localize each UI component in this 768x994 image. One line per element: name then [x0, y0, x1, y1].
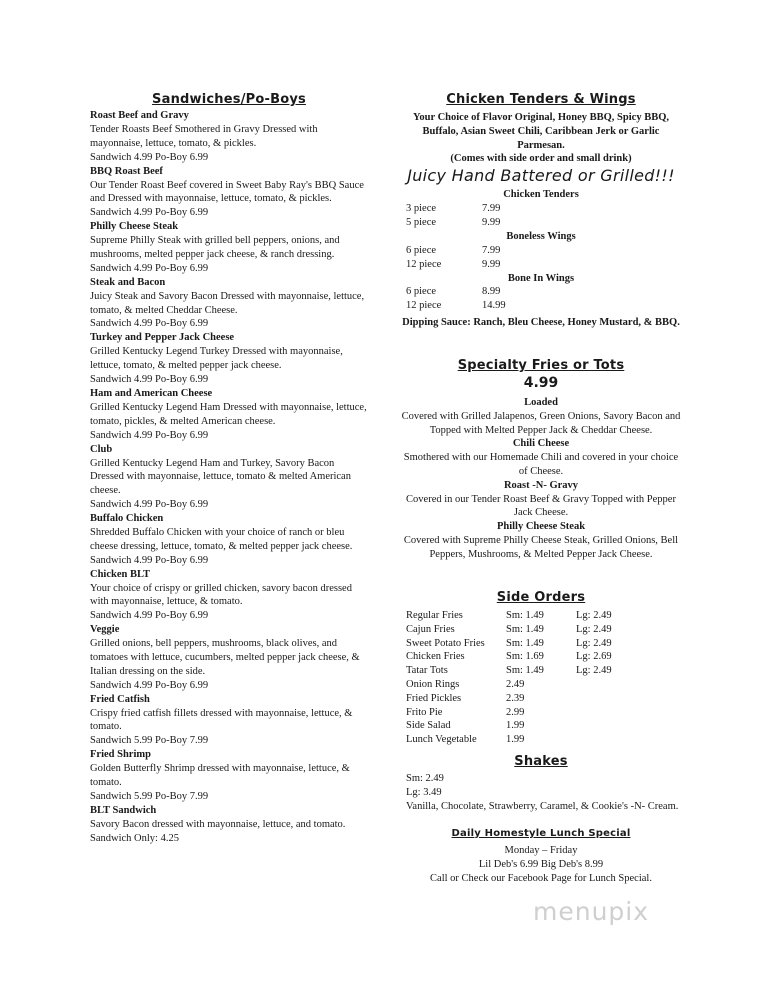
sandwich-item [90, 387, 368, 443]
tender-group-title: Bone In Wings [507, 272, 575, 284]
tender-qty: 12 piece [406, 258, 442, 270]
sandwich-description: Juicy Steak and Savory Bacon Dressed with mayonnaise, lettuce, tomato, & melted Cheddar Cheese. [90, 290, 365, 316]
lunch-call: Call or Check our Facebook Page for Lunch Special. [430, 873, 652, 884]
sandwich-list [90, 109, 368, 846]
side-name: Chicken Fries [406, 651, 465, 663]
fries-item-description: Covered with Grilled Jalapenos, Green Onions, Savory Bacon and Topped with Melted Pepper Jack & Cheddar Cheese. [401, 410, 681, 436]
sandwich-description: Savory Bacon dressed with mayonnaise, lettuce, and tomato. [90, 818, 346, 830]
sandwich-price: Sandwich 4.99 Po-Boy 6.99 [90, 151, 209, 163]
fries-item-description: Smothered with our Homemade Chili and covered in your choice of Cheese. [403, 452, 679, 477]
sandwich-name: Fried Shrimp [90, 749, 151, 761]
side-sm-price: Sm: 1.49 [506, 610, 544, 621]
shakes-flavors: Vanilla, Chocolate, Strawberry, Caramel, & Cookie's -N- Cream. [406, 801, 679, 812]
sandwich-description: Grilled Kentucky Legend Turkey Dressed with mayonnaise, lettuce, tomato, & melted pepper jack cheese. [90, 346, 343, 372]
fries-item-name: Loaded [524, 397, 558, 408]
side-sm-price: Sm: 1.49 [506, 637, 544, 649]
sandwich-price: Sandwich 4.99 Po-Boy 6.99 [90, 610, 209, 622]
fries-item-name: Chili Cheese [512, 438, 570, 450]
shakes-heading: Shakes [514, 754, 568, 769]
fries-item-description: Covered in our Tender Roast Beef & Gravy Topped with Pepper Jack Cheese. [406, 493, 676, 519]
sandwich-item [90, 623, 368, 692]
sandwich-name: Steak and Bacon [90, 276, 166, 288]
sandwich-price: Sandwich 4.99 Po-Boy 6.99 [90, 318, 209, 330]
lunch-heading: Daily Homestyle Lunch Special [451, 828, 631, 839]
sandwich-name: Turkey and Pepper Jack Cheese [90, 332, 235, 344]
side-sm-price: Sm: 1.49 [506, 665, 544, 677]
tender-price: 8.99 [482, 286, 501, 298]
side-name: Lunch Vegetable [406, 734, 477, 746]
sandwich-name: Chicken BLT [90, 568, 151, 580]
side-sm-price: 1.99 [506, 734, 525, 746]
sandwich-price: Sandwich 4.99 Po-Boy 6.99 [90, 262, 209, 274]
tender-price-row [406, 299, 682, 313]
sandwich-item [90, 276, 368, 332]
sandwich-price: Sandwich 4.99 Po-Boy 6.99 [90, 207, 209, 219]
fries-heading: Specialty Fries or Tots [457, 358, 625, 373]
sandwich-description: Your choice of crispy or grilled chicken, savory bacon dressed with mayonnaise, lettuce, & tomato. [90, 582, 352, 608]
tender-price-row [406, 285, 682, 299]
sandwich-name: Club [90, 443, 113, 455]
sandwich-item [90, 331, 368, 387]
fries-item-description: Covered with Supreme Philly Cheese Steak, Grilled Onions, Bell Peppers, Mushrooms, & Melted Pepper Jack Cheese. [403, 534, 679, 560]
tender-price-row [406, 216, 682, 230]
fries-price: 4.99 [523, 375, 559, 391]
sandwich-name: Veggie [90, 624, 120, 636]
tender-price: 7.99 [482, 202, 501, 214]
tender-group-title: Chicken Tenders [503, 189, 579, 200]
side-lg-price: Lg: 2.49 [576, 637, 612, 649]
side-order-row [406, 692, 682, 706]
tenders-intro: Your Choice of Flavor Original, Honey BBQ, Spicy BBQ, Buffalo, Asian Sweet Chili, Caribbean Jerk or Garlic Parmesan. [412, 112, 669, 151]
tender-qty: 6 piece [406, 244, 437, 256]
sandwich-name: Buffalo Chicken [90, 512, 164, 524]
tenders-heading: Chicken Tenders & Wings [446, 92, 636, 107]
tenders-script-tagline: Juicy Hand Battered or Grilled!!! [407, 166, 675, 185]
sandwich-item [90, 748, 368, 804]
sandwich-name: Ham and American Cheese [90, 387, 213, 399]
dipping-sauce: Dipping Sauce: Ranch, Bleu Cheese, Honey Mustard, & BBQ. [402, 317, 680, 328]
side-name: Regular Fries [406, 610, 463, 621]
side-name: Frito Pie [406, 706, 443, 718]
side-order-row [406, 650, 682, 664]
sandwich-description: Grilled Kentucky Legend Ham and Turkey, Savory Bacon Dressed with mayonnaise, lettuce, tomato & melted American cheese. [90, 457, 351, 497]
tenders-note: (Comes with side order and small drink) [450, 153, 632, 164]
sandwich-item [90, 568, 368, 624]
sides-table [406, 609, 682, 747]
sandwiches-heading: Sandwiches/Po-Boys [152, 92, 306, 107]
shakes-sm-price: Sm: 2.49 [406, 773, 444, 784]
tender-price: 9.99 [482, 216, 501, 228]
sandwich-item [90, 165, 368, 221]
sandwich-price: Sandwich 5.99 Po-Boy 7.99 [90, 735, 209, 747]
side-sm-price: Sm: 1.69 [506, 651, 544, 663]
side-lg-price: Lg: 2.49 [576, 623, 612, 635]
sandwich-price: Sandwich Only: 4.25 [90, 832, 179, 844]
sides-heading: Side Orders [496, 590, 586, 605]
side-sm-price: 2.99 [506, 706, 525, 718]
side-lg-price: Lg: 2.69 [576, 651, 612, 663]
sandwich-name: Roast Beef and Gravy [90, 110, 189, 121]
sandwich-item [90, 512, 368, 568]
side-order-row [406, 719, 682, 733]
side-lg-price: Lg: 2.49 [576, 610, 612, 621]
side-lg-price: Lg: 2.49 [576, 665, 612, 677]
tender-price: 14.99 [482, 300, 506, 312]
sandwich-name: BLT Sandwich [90, 804, 157, 816]
sandwich-item [90, 109, 368, 165]
sandwich-name: BBQ Roast Beef [90, 165, 163, 177]
fries-item-name: Roast -N- Gravy [503, 479, 579, 491]
sandwich-description: Shredded Buffalo Chicken with your choice of ranch or bleu cheese dressing, lettuce, tomato, & melted pepper jack cheese. [90, 526, 353, 552]
sandwich-description: Crispy fried catfish fillets dressed with mayonnaise, lettuce, & tomato. [90, 707, 353, 733]
side-name: Tatar Tots [406, 665, 448, 677]
tender-price-row [406, 258, 682, 272]
side-sm-price: 2.39 [506, 692, 525, 704]
sandwich-item [90, 693, 368, 749]
sandwich-item [90, 220, 368, 276]
side-order-row [406, 609, 682, 623]
sandwich-price: Sandwich 5.99 Po-Boy 7.99 [90, 790, 209, 802]
tender-price: 7.99 [482, 244, 501, 256]
side-name: Sweet Potato Fries [406, 637, 485, 649]
tender-groups [406, 188, 682, 313]
tender-price-row [406, 202, 682, 216]
tender-qty: 5 piece [406, 216, 437, 228]
sandwich-price: Sandwich 4.99 Po-Boy 6.99 [90, 554, 209, 566]
side-name: Fried Pickles [406, 692, 462, 704]
sandwich-item [90, 443, 368, 512]
lunch-prices: Lil Deb's 6.99 Big Deb's 8.99 [478, 859, 604, 870]
sandwich-name: Philly Cheese Steak [90, 221, 179, 233]
tender-price-row [406, 244, 682, 258]
side-sm-price: Sm: 1.49 [506, 623, 544, 635]
sandwich-name: Fried Catfish [90, 693, 150, 705]
side-order-row [406, 706, 682, 720]
sandwich-price: Sandwich 4.99 Po-Boy 6.99 [90, 679, 209, 691]
sandwich-price: Sandwich 4.99 Po-Boy 6.99 [90, 498, 209, 510]
side-name: Onion Rings [406, 678, 460, 690]
sandwich-description: Grilled onions, bell peppers, mushrooms, black olives, and tomatoes with lettuce, cucumbers, melted pepper jack cheese, & Italian dressing on the side. [90, 638, 360, 677]
sandwich-description: Grilled Kentucky Legend Ham Dressed with mayonnaise, lettuce, tomato, pickles, & melted American cheese. [90, 401, 367, 427]
sandwich-price: Sandwich 4.99 Po-Boy 6.99 [90, 429, 209, 441]
side-order-row [406, 664, 682, 678]
tender-price: 9.99 [482, 258, 501, 270]
side-order-row [406, 733, 682, 747]
lunch-days: Monday – Friday [504, 845, 578, 856]
side-sm-price: 2.49 [506, 678, 525, 690]
sandwich-price: Sandwich 4.99 Po-Boy 6.99 [90, 373, 209, 385]
tender-qty: 6 piece [406, 286, 437, 298]
sandwich-description: Our Tender Roast Beef covered in Sweet Baby Ray's BBQ Sauce and Dressed with mayonnaise, lettuce, tomato, & pickles. [90, 179, 364, 205]
sandwich-description: Supreme Philly Steak with grilled bell peppers, onions, and mushrooms, melted pepper jack cheese, & ranch dressing. [90, 235, 340, 260]
fries-list [400, 396, 682, 562]
watermark-logo: menupix [533, 897, 650, 926]
tender-group-title: Boneless Wings [506, 230, 576, 242]
side-order-row [406, 623, 682, 637]
side-name: Cajun Fries [406, 623, 455, 635]
sandwich-item [90, 804, 368, 846]
tender-qty: 12 piece [406, 300, 442, 312]
shakes-lg-price: Lg: 3.49 [406, 787, 442, 798]
tender-qty: 3 piece [406, 202, 437, 214]
side-name: Side Salad [406, 720, 451, 732]
side-sm-price: 1.99 [506, 720, 525, 732]
fries-item-name: Philly Cheese Steak [496, 521, 586, 533]
side-order-row [406, 637, 682, 651]
sandwich-description: Tender Roasts Beef Smothered in Gravy Dressed with mayonnaise, lettuce, tomato, & pickles. [90, 124, 318, 149]
sandwich-description: Golden Butterfly Shrimp dressed with mayonnaise, lettuce, & tomato. [90, 763, 350, 788]
side-order-row [406, 678, 682, 692]
